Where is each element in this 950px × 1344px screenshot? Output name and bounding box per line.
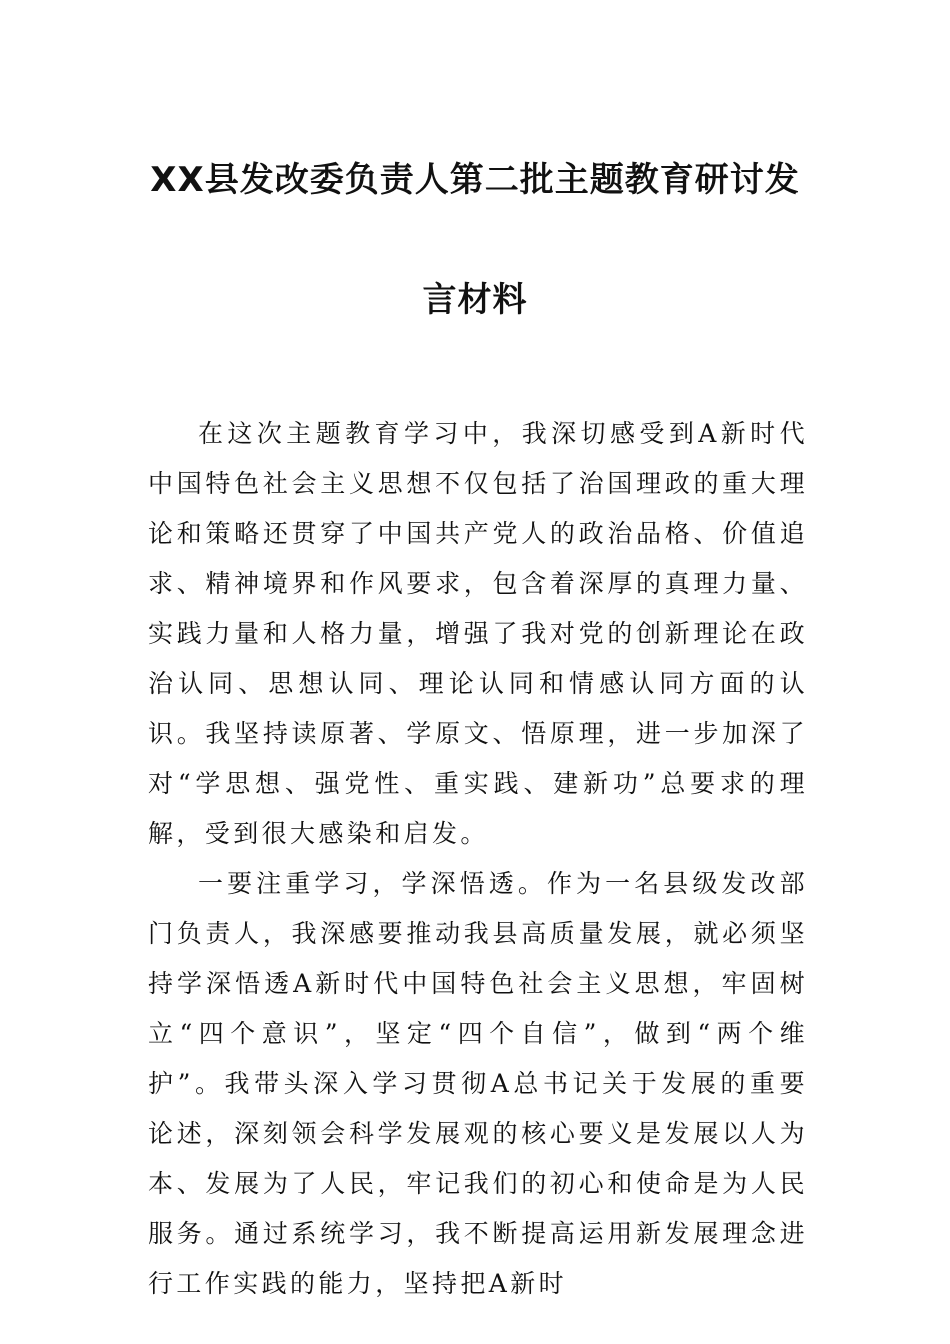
document-title-line-1: XX县发改委负责人第二批主题教育研讨发 xyxy=(150,160,800,200)
body-paragraph-2: 一要注重学习，学深悟透。作为一名县级发改部门负责人，我深感要推动我县高质量发展，就必须坚持学深悟透A新时代中国特色社会主义思想，牢固树立“四个意识”，坚定“四个自信”，做到“两个维护”。我带头深入学习贯彻A总书记关于发展的重要论述，深刻领会科学发展观的核心要义是发展以人为本、发展为了人民，牢记我们的初心和使命是为人民服务。通过系统学习，我不断提高运用新发展理念进行工作实践的能力，坚持把A新时 xyxy=(148,869,808,1298)
document-body xyxy=(148,409,808,1309)
body-paragraph-1: 在这次主题教育学习中，我深切感受到A新时代中国特色社会主义思想不仅包括了治国理政的重大理论和策略还贯穿了中国共产党人的政治品格、价值追求、精神境界和作风要求，包含着深厚的真理力量、实践力量和人格力量，增强了我对党的创新理论在政治认同、思想认同、理论认同和情感认同方面的认识。我坚持读原著、学原文、悟原理，进一步加深了对“学思想、强党性、重实践、建新功”总要求的理解，受到很大感染和启发。 xyxy=(148,419,808,848)
document-title-line-2: 言材料 xyxy=(422,280,528,320)
